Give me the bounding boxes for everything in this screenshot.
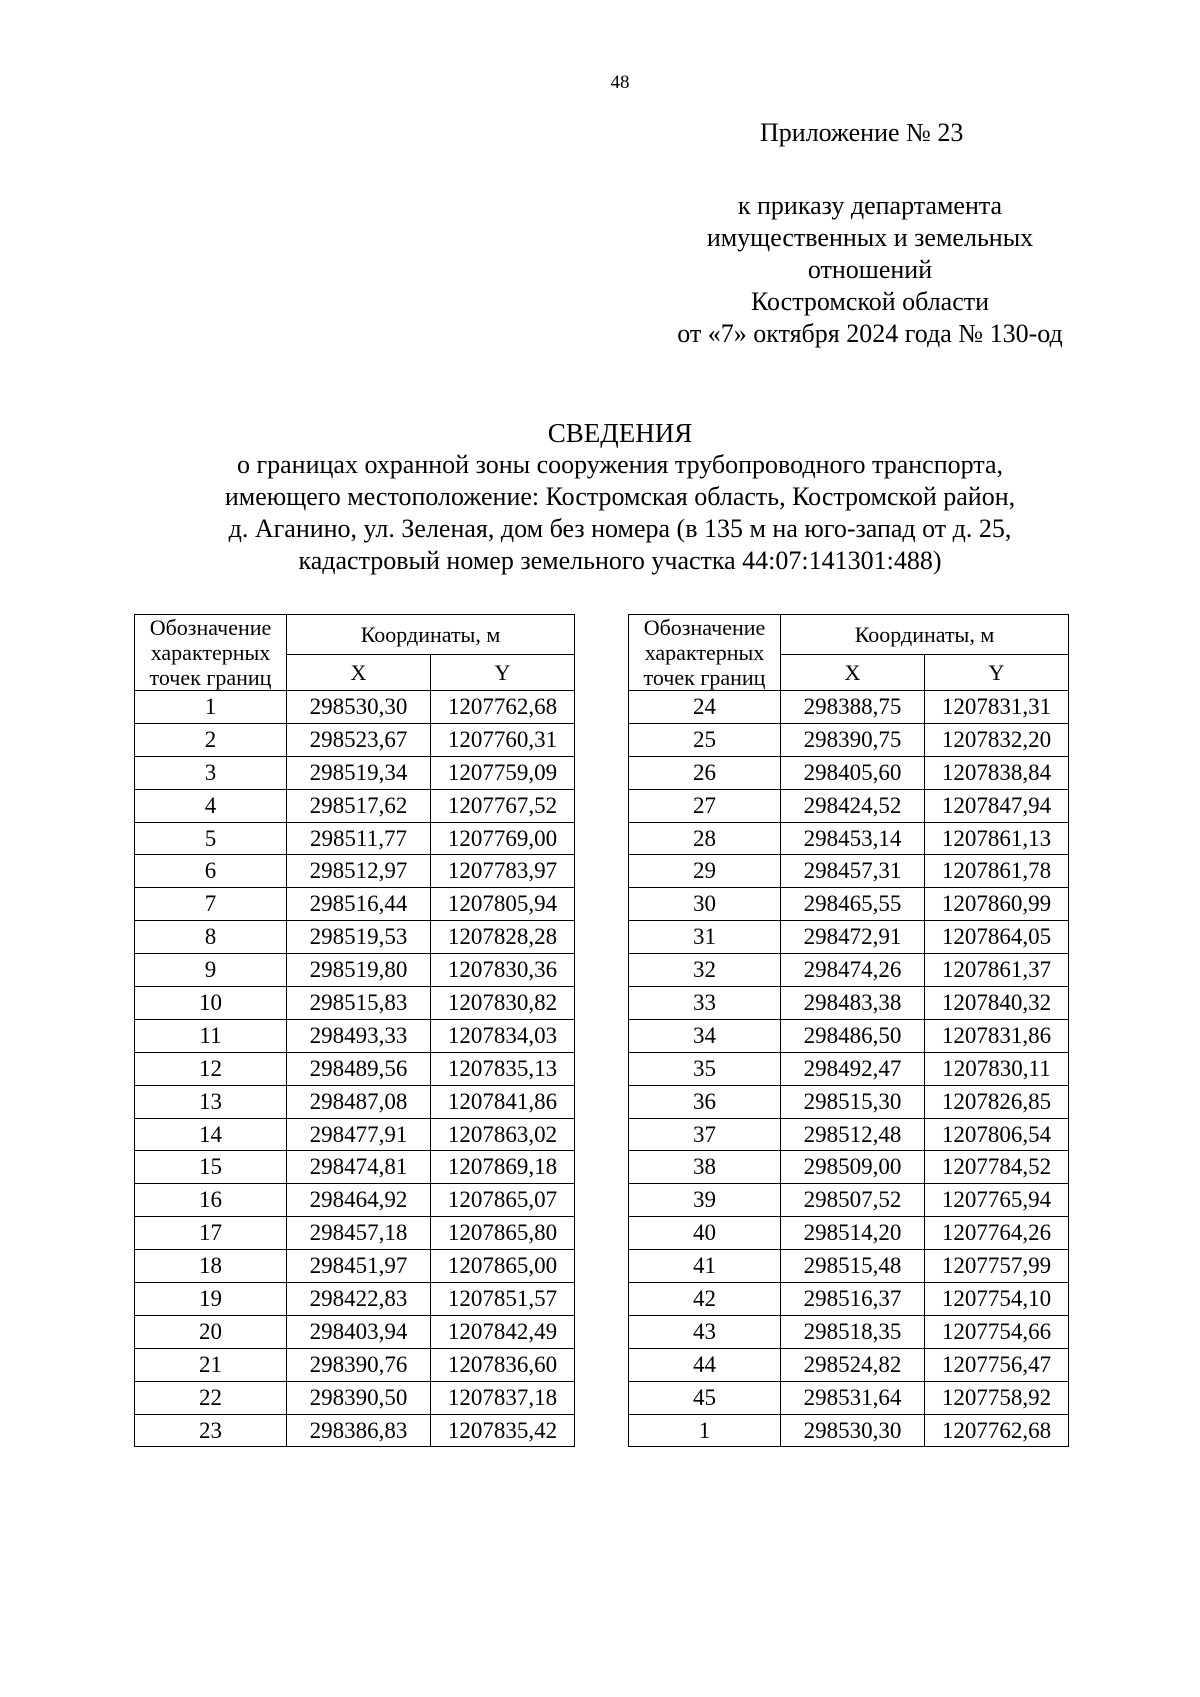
table-row — [135, 1118, 575, 1151]
point-cell: 15 — [135, 1151, 287, 1184]
x-coordinate-cell: 298457,31 — [781, 855, 925, 888]
point-cell: 17 — [135, 1217, 287, 1250]
point-cell: 1 — [135, 691, 287, 724]
point-cell: 8 — [135, 921, 287, 954]
x-coordinate-cell: 298530,30 — [287, 691, 431, 724]
table-row — [135, 888, 575, 921]
y-coordinate-cell: 1207841,86 — [431, 1085, 575, 1118]
table-row — [629, 1348, 1069, 1381]
x-coordinate-cell: 298457,18 — [287, 1217, 431, 1250]
point-cell: 33 — [629, 987, 781, 1020]
y-coordinate-cell: 1207783,97 — [431, 855, 575, 888]
point-cell: 39 — [629, 1184, 781, 1217]
point-cell: 2 — [135, 723, 287, 756]
x-column-header: X — [287, 654, 431, 690]
order-line: к приказу департамента — [737, 191, 1003, 220]
point-cell: 42 — [629, 1283, 781, 1316]
x-coordinate-cell: 298483,38 — [781, 987, 925, 1020]
y-coordinate-cell: 1207831,31 — [925, 691, 1069, 724]
y-coordinate-cell: 1207754,10 — [925, 1283, 1069, 1316]
x-coordinate-cell: 298486,50 — [781, 1019, 925, 1052]
y-coordinate-cell: 1207762,68 — [925, 1414, 1069, 1447]
y-coordinate-cell: 1207836,60 — [431, 1348, 575, 1381]
table-row — [135, 822, 575, 855]
point-cell: 9 — [135, 954, 287, 987]
y-coordinate-cell: 1207830,36 — [431, 954, 575, 987]
point-cell: 7 — [135, 888, 287, 921]
order-line: имущественных и земельных — [706, 223, 1034, 252]
x-coordinate-cell: 298489,56 — [287, 1052, 431, 1085]
x-coordinate-cell: 298388,75 — [781, 691, 925, 724]
point-cell: 16 — [135, 1184, 287, 1217]
x-coordinate-cell: 298422,83 — [287, 1283, 431, 1316]
coordinates-column-header: Координаты, м — [287, 615, 575, 655]
point-cell: 30 — [629, 888, 781, 921]
point-cell: 20 — [135, 1315, 287, 1348]
y-coordinate-cell: 1207840,32 — [925, 987, 1069, 1020]
y-column-header: Y — [431, 654, 575, 690]
x-coordinate-cell: 298531,64 — [781, 1381, 925, 1414]
coordinates-table-body — [135, 615, 575, 1447]
point-cell: 3 — [135, 756, 287, 789]
point-cell: 5 — [135, 822, 287, 855]
x-coordinate-cell: 298477,91 — [287, 1118, 431, 1151]
order-line: Костромской области — [750, 287, 990, 316]
table-row — [629, 756, 1069, 789]
table-row — [135, 1052, 575, 1085]
table-row — [629, 1414, 1069, 1447]
page-number: 48 — [610, 72, 630, 93]
document-heading — [150, 417, 1090, 577]
y-coordinate-cell: 1207784,52 — [925, 1151, 1069, 1184]
heading-line: о границах охранной зоны сооружения трубопроводного транспорта, — [236, 450, 1004, 479]
point-cell: 23 — [135, 1414, 287, 1447]
x-coordinate-cell: 298474,81 — [287, 1151, 431, 1184]
point-cell: 24 — [629, 691, 781, 724]
table-row — [629, 1151, 1069, 1184]
y-coordinate-cell: 1207869,18 — [431, 1151, 575, 1184]
x-coordinate-cell: 298403,94 — [287, 1315, 431, 1348]
point-cell: 12 — [135, 1052, 287, 1085]
x-coordinate-cell: 298516,44 — [287, 888, 431, 921]
x-coordinate-cell: 298519,34 — [287, 756, 431, 789]
points-column-header: Обозначение характерных точек границ — [135, 615, 287, 691]
table-row — [629, 987, 1069, 1020]
point-cell: 19 — [135, 1283, 287, 1316]
table-row — [135, 921, 575, 954]
y-coordinate-cell: 1207830,82 — [431, 987, 575, 1020]
points-column-header: Обозначение характерных точек границ — [629, 615, 781, 691]
document-title: СВЕДЕНИЯ — [547, 418, 693, 448]
table-row — [135, 723, 575, 756]
table-row — [629, 1118, 1069, 1151]
y-coordinate-cell: 1207838,84 — [925, 756, 1069, 789]
y-coordinate-cell: 1207835,13 — [431, 1052, 575, 1085]
point-cell: 37 — [629, 1118, 781, 1151]
x-coordinate-cell: 298390,75 — [781, 723, 925, 756]
y-coordinate-cell: 1207847,94 — [925, 789, 1069, 822]
table-row — [135, 1381, 575, 1414]
x-coordinate-cell: 298465,55 — [781, 888, 925, 921]
table-row — [629, 822, 1069, 855]
order-date-number: от «7» октября 2024 года № 130-од — [677, 319, 1063, 348]
y-coordinate-cell: 1207863,02 — [431, 1118, 575, 1151]
coordinates-table-left — [134, 614, 575, 1447]
coordinates-table-body — [629, 615, 1069, 1447]
table-row — [135, 987, 575, 1020]
y-coordinate-cell: 1207826,85 — [925, 1085, 1069, 1118]
table-row — [135, 1151, 575, 1184]
point-cell: 35 — [629, 1052, 781, 1085]
table-row — [135, 756, 575, 789]
point-cell: 41 — [629, 1250, 781, 1283]
y-coordinate-cell: 1207830,11 — [925, 1052, 1069, 1085]
y-coordinate-cell: 1207767,52 — [431, 789, 575, 822]
table-row — [629, 723, 1069, 756]
x-coordinate-cell: 298519,53 — [287, 921, 431, 954]
point-cell: 14 — [135, 1118, 287, 1151]
table-row — [629, 1052, 1069, 1085]
table-row — [629, 1217, 1069, 1250]
x-coordinate-cell: 298492,47 — [781, 1052, 925, 1085]
y-coordinate-cell: 1207837,18 — [431, 1381, 575, 1414]
table-row — [629, 1250, 1069, 1283]
point-cell: 25 — [629, 723, 781, 756]
y-coordinate-cell: 1207754,66 — [925, 1315, 1069, 1348]
point-cell: 34 — [629, 1019, 781, 1052]
y-coordinate-cell: 1207835,42 — [431, 1414, 575, 1447]
table-row — [629, 921, 1069, 954]
point-cell: 18 — [135, 1250, 287, 1283]
table-row — [135, 1414, 575, 1447]
x-coordinate-cell: 298515,48 — [781, 1250, 925, 1283]
y-coordinate-cell: 1207851,57 — [431, 1283, 575, 1316]
table-header-row — [135, 615, 575, 655]
y-coordinate-cell: 1207759,09 — [431, 756, 575, 789]
y-coordinate-cell: 1207864,05 — [925, 921, 1069, 954]
x-coordinate-cell: 298512,48 — [781, 1118, 925, 1151]
y-coordinate-cell: 1207832,20 — [925, 723, 1069, 756]
table-row — [629, 1085, 1069, 1118]
x-coordinate-cell: 298509,00 — [781, 1151, 925, 1184]
table-row — [135, 1348, 575, 1381]
x-coordinate-cell: 298511,77 — [287, 822, 431, 855]
table-row — [135, 1217, 575, 1250]
table-row — [135, 1085, 575, 1118]
x-coordinate-cell: 298493,33 — [287, 1019, 431, 1052]
point-cell: 13 — [135, 1085, 287, 1118]
x-coordinate-cell: 298514,20 — [781, 1217, 925, 1250]
y-coordinate-cell: 1207861,13 — [925, 822, 1069, 855]
table-row — [629, 1381, 1069, 1414]
y-coordinate-cell: 1207756,47 — [925, 1348, 1069, 1381]
point-cell: 43 — [629, 1315, 781, 1348]
table-row — [135, 1019, 575, 1052]
x-coordinate-cell: 298405,60 — [781, 756, 925, 789]
y-coordinate-cell: 1207842,49 — [431, 1315, 575, 1348]
table-row — [135, 691, 575, 724]
table-row — [135, 1250, 575, 1283]
table-row — [135, 1315, 575, 1348]
y-coordinate-cell: 1207757,99 — [925, 1250, 1069, 1283]
point-cell: 10 — [135, 987, 287, 1020]
order-line: отношений — [807, 255, 933, 284]
x-column-header: X — [781, 654, 925, 690]
x-coordinate-cell: 298507,52 — [781, 1184, 925, 1217]
point-cell: 38 — [629, 1151, 781, 1184]
point-cell: 36 — [629, 1085, 781, 1118]
y-coordinate-cell: 1207834,03 — [431, 1019, 575, 1052]
y-coordinate-cell: 1207805,94 — [431, 888, 575, 921]
table-row — [629, 855, 1069, 888]
x-coordinate-cell: 298453,14 — [781, 822, 925, 855]
y-coordinate-cell: 1207806,54 — [925, 1118, 1069, 1151]
x-coordinate-cell: 298451,97 — [287, 1250, 431, 1283]
x-coordinate-cell: 298464,92 — [287, 1184, 431, 1217]
point-cell: 11 — [135, 1019, 287, 1052]
x-coordinate-cell: 298530,30 — [781, 1414, 925, 1447]
point-cell: 21 — [135, 1348, 287, 1381]
x-coordinate-cell: 298390,76 — [287, 1348, 431, 1381]
table-row — [135, 789, 575, 822]
x-coordinate-cell: 298516,37 — [781, 1283, 925, 1316]
table-row — [629, 888, 1069, 921]
y-coordinate-cell: 1207762,68 — [431, 691, 575, 724]
point-cell: 1 — [629, 1414, 781, 1447]
point-cell: 22 — [135, 1381, 287, 1414]
x-coordinate-cell: 298517,62 — [287, 789, 431, 822]
table-row — [135, 1184, 575, 1217]
table-row — [135, 1283, 575, 1316]
table-header-row — [629, 615, 1069, 655]
y-coordinate-cell: 1207828,28 — [431, 921, 575, 954]
table-row — [629, 1184, 1069, 1217]
x-coordinate-cell: 298424,52 — [781, 789, 925, 822]
y-coordinate-cell: 1207758,92 — [925, 1381, 1069, 1414]
x-coordinate-cell: 298515,83 — [287, 987, 431, 1020]
point-cell: 28 — [629, 822, 781, 855]
y-coordinate-cell: 1207865,80 — [431, 1217, 575, 1250]
y-coordinate-cell: 1207865,07 — [431, 1184, 575, 1217]
table-row — [629, 954, 1069, 987]
y-coordinate-cell: 1207760,31 — [431, 723, 575, 756]
x-coordinate-cell: 298472,91 — [781, 921, 925, 954]
point-cell: 31 — [629, 921, 781, 954]
x-coordinate-cell: 298518,35 — [781, 1315, 925, 1348]
y-coordinate-cell: 1207769,00 — [431, 822, 575, 855]
x-coordinate-cell: 298390,50 — [287, 1381, 431, 1414]
heading-line: имеющего местоположение: Костромская область, Костромской район, — [224, 482, 1016, 511]
point-cell: 40 — [629, 1217, 781, 1250]
y-coordinate-cell: 1207831,86 — [925, 1019, 1069, 1052]
table-row — [629, 1283, 1069, 1316]
y-coordinate-cell: 1207860,99 — [925, 888, 1069, 921]
y-coordinate-cell: 1207865,00 — [431, 1250, 575, 1283]
point-cell: 29 — [629, 855, 781, 888]
x-coordinate-cell: 298523,67 — [287, 723, 431, 756]
table-row — [135, 855, 575, 888]
y-coordinate-cell: 1207861,37 — [925, 954, 1069, 987]
order-reference — [640, 190, 1100, 350]
table-row — [629, 1019, 1069, 1052]
x-coordinate-cell: 298519,80 — [287, 954, 431, 987]
y-column-header: Y — [925, 654, 1069, 690]
point-cell: 26 — [629, 756, 781, 789]
appendix-label: Приложение № 23 — [760, 118, 964, 147]
x-coordinate-cell: 298474,26 — [781, 954, 925, 987]
x-coordinate-cell: 298515,30 — [781, 1085, 925, 1118]
y-coordinate-cell: 1207764,26 — [925, 1217, 1069, 1250]
x-coordinate-cell: 298512,97 — [287, 855, 431, 888]
point-cell: 27 — [629, 789, 781, 822]
point-cell: 6 — [135, 855, 287, 888]
y-coordinate-cell: 1207765,94 — [925, 1184, 1069, 1217]
point-cell: 4 — [135, 789, 287, 822]
table-row — [629, 789, 1069, 822]
point-cell: 32 — [629, 954, 781, 987]
y-coordinate-cell: 1207861,78 — [925, 855, 1069, 888]
coordinates-table-right — [628, 614, 1069, 1447]
x-coordinate-cell: 298386,83 — [287, 1414, 431, 1447]
heading-line: д. Аганино, ул. Зеленая, дом без номера (в 135 м на юго-запад от д. 25, — [228, 514, 1012, 543]
table-row — [135, 954, 575, 987]
heading-line: кадастровый номер земельного участка 44:07:141301:488) — [298, 546, 942, 575]
table-row — [629, 1315, 1069, 1348]
point-cell: 45 — [629, 1381, 781, 1414]
x-coordinate-cell: 298487,08 — [287, 1085, 431, 1118]
coordinates-column-header: Координаты, м — [781, 615, 1069, 655]
point-cell: 44 — [629, 1348, 781, 1381]
table-row — [629, 691, 1069, 724]
x-coordinate-cell: 298524,82 — [781, 1348, 925, 1381]
